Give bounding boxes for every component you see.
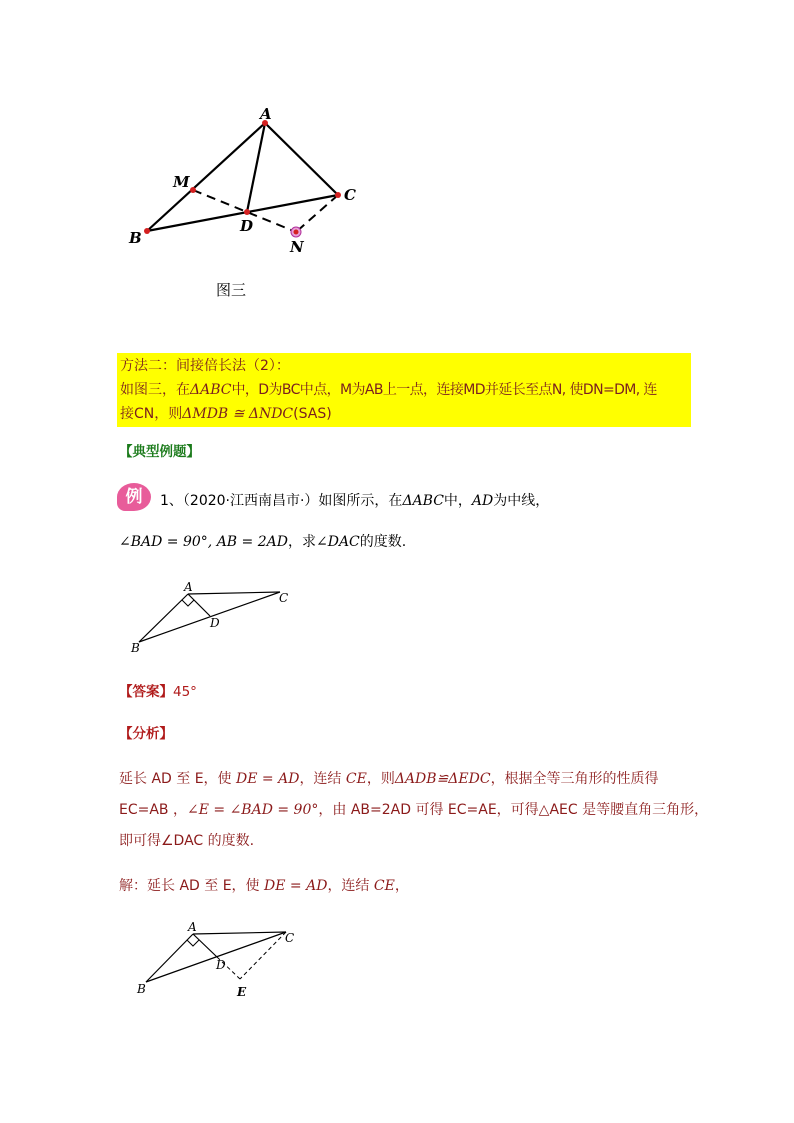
figure-example [120,575,300,655]
segment-ab [146,934,193,982]
example-math-abc: ΔABC [402,493,444,509]
method-line3 [120,402,332,426]
analysis-math-de: DE = AD [236,771,300,787]
answer-line [119,680,197,700]
segment-ac [193,932,286,934]
method-line2-prefix: 如图三，在 [120,382,190,398]
method-line3-suffix: (SAS) [293,406,332,422]
label-a: A [184,580,193,594]
label-b: B [137,982,146,996]
solution-math-ce: CE [373,878,395,894]
section-heading: 【典型例题】 [119,444,200,460]
example-badge: 例 [117,483,151,511]
label-e: E [237,985,247,999]
analysis-math-angle: ∠E = ∠BAD = 90° [186,802,319,818]
segment-ad [188,594,210,616]
example-line1-prefix: 1、（2020·江西南昌市·）如图所示，在 [160,493,403,509]
right-angle-mark [182,600,194,606]
example-math-ad: AD [471,493,494,509]
segment-ab [139,594,188,642]
analysis-line3: 即可得∠DAC 的度数. [119,833,255,849]
example-math-condition: ∠BAD = 90°, AB = 2AD [119,534,288,550]
analysis-l2-b: ，由 AB=2AD 可得 EC=AE，可得△AEC 是等腰直角三角形， [318,802,709,818]
method-line2 [120,378,657,402]
label-b: B [129,229,142,247]
analysis-math-congruent: ΔADB≌ΔEDC [394,771,491,787]
method-line3-prefix: 接CN，则 [120,406,183,422]
segment-bc [146,932,286,982]
example-line2-suffix: 的度数. [359,534,407,550]
method-box [117,353,691,427]
label-a: A [260,105,272,123]
segment-ac [188,592,280,594]
analysis-l2-a: EC=AB ， [119,802,187,818]
label-c: C [279,591,289,605]
method-math-abc: ΔABC [190,382,232,398]
method-title: 方法二：间接倍长法（2）： [120,358,290,374]
example-line1-suffix: 为中线， [493,493,550,509]
solution-math-de: DE = AD [264,878,328,894]
point-b [144,228,150,234]
segment-ce-dashed [240,932,286,979]
analysis-line1 [119,768,659,788]
example-line1 [160,490,549,510]
answer-label: 【答案】 [119,684,173,700]
example-line1-mid: 中， [443,493,472,509]
label-n: N [290,238,304,256]
segment-cn-dashed [296,195,338,232]
point-d [244,209,250,215]
analysis-l1-d: ，根据全等三角形的性质得 [490,771,659,787]
label-d: D [216,958,226,972]
segment-ac [265,123,338,195]
right-angle-mark [187,940,199,946]
label-m: M [173,173,190,191]
solution-mid: ，连结 [327,878,374,894]
figure-three [120,100,370,265]
point-n [294,230,299,235]
figure-caption: 图三 [216,281,247,299]
solution-suffix: ， [394,878,409,894]
example-line2-mid: ，求 [287,534,316,550]
method-line2-middle: 中，D为BC中点，M为AB上一点，连接MD并延长至点N, 使DN=DM, 连 [231,382,657,398]
label-b: B [131,641,140,655]
example-math-dac: ∠DAC [315,534,360,550]
analysis-label: 【分析】 [119,726,173,742]
answer-value: 45° [173,684,197,700]
label-c: C [344,186,356,204]
analysis-l1-a: 延长 AD 至 E，使 [119,771,237,787]
analysis-line2 [119,799,708,819]
analysis-l1-b: ，连结 [299,771,346,787]
analysis-math-ce: CE [345,771,367,787]
example-line2 [119,531,406,551]
method-math-congruence: ΔMDB ≅ ΔNDC [182,406,294,422]
solution-line [119,875,409,895]
analysis-l1-c: ，则 [366,771,395,787]
point-c [335,192,341,198]
figure-solution [125,918,305,1003]
solution-prefix: 解：延长 AD 至 E，使 [119,878,265,894]
point-m [190,187,196,193]
segment-ad [193,934,217,957]
label-c: C [285,931,295,945]
label-d: D [240,217,254,235]
label-a: A [188,920,197,934]
label-d: D [210,616,220,630]
